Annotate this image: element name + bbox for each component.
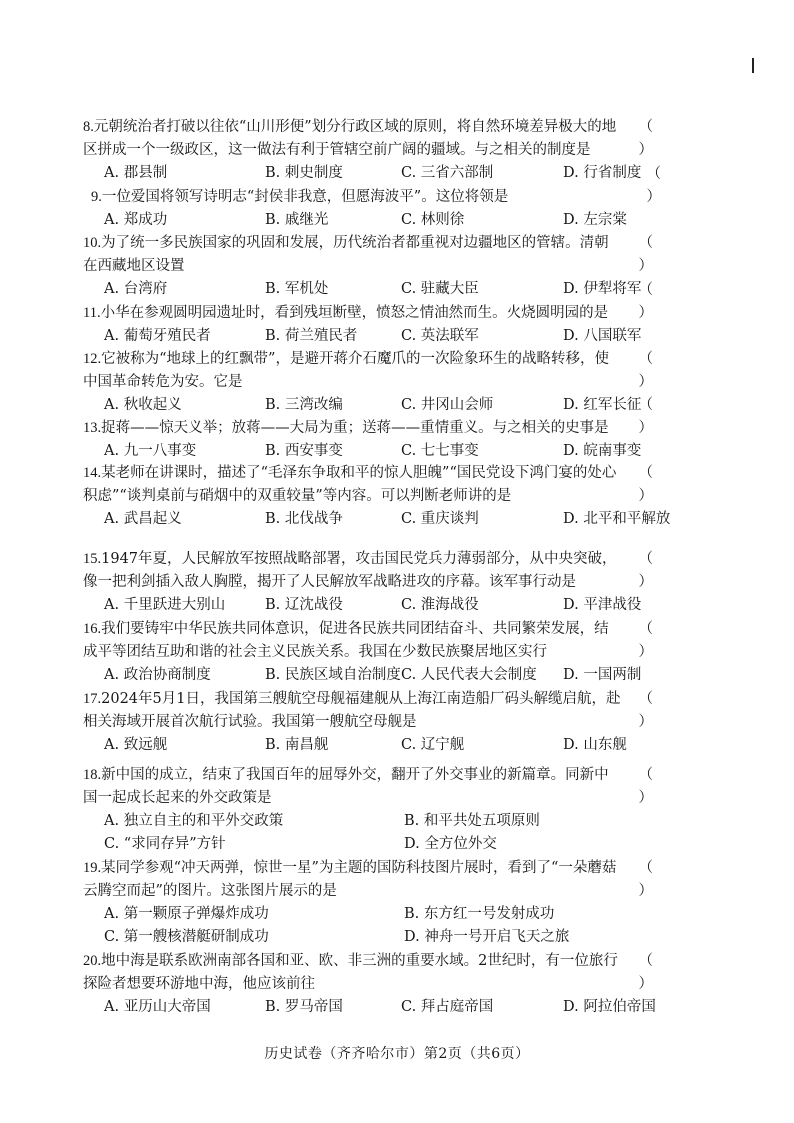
options-row (83, 162, 663, 185)
option-a: A. 致远舰 (104, 737, 168, 753)
answer-bracket: （ ） (638, 235, 663, 274)
answer-bracket: （ ） (638, 119, 663, 158)
option-a: A. 九一八事变 (104, 443, 197, 459)
question-number: 16. (83, 621, 102, 637)
option-b: B. 西安事变 (265, 443, 343, 459)
options-row (83, 278, 663, 301)
option-a: A. 郡县制 (104, 165, 168, 181)
option-d: D. 神舟一号开启飞天之旅 (404, 929, 570, 945)
option-d: D. 北平和平解放 (563, 511, 671, 527)
options-row (83, 996, 663, 1019)
question-text: 某同学参观“冲天两弹，惊世一星”为主题的国防科技图片展时，看到了“一朵蘑菇云腾空而起”的图片。这张图片展示的是 (83, 860, 617, 899)
option-b: B. 三湾改编 (265, 397, 343, 413)
question-18 (83, 764, 663, 856)
option-d: D. 皖南事变 (563, 443, 642, 459)
question-number: 15. (83, 551, 102, 567)
option-a: A. 武昌起义 (104, 511, 182, 527)
option-c: C. 第一艘核潜艇研制成功 (104, 929, 269, 945)
question-17 (83, 688, 663, 757)
option-d: D. 八国联军 (563, 328, 642, 344)
option-a: A. 政治协商制度 (104, 667, 211, 683)
answer-bracket: （ ） (638, 691, 663, 730)
question-text: 一位爱国将领写诗明志“封侯非我意，但愿海波平”。这位将领是 (101, 189, 509, 205)
question-15 (83, 548, 663, 617)
question-stem (83, 116, 663, 162)
question-text: 新中国的成立，结束了我国百年的屈辱外交，翻开了外交事业的新篇章。同新中国一起成长起来的外交政策是 (83, 767, 609, 806)
options-row (83, 394, 663, 417)
option-d: D. 一国两制 (563, 667, 642, 683)
question-number: 9. (91, 189, 102, 205)
question-20 (83, 950, 663, 1019)
options-row (83, 440, 663, 463)
option-c: C. 淮海战役 (401, 597, 479, 613)
option-d: D. 阿拉伯帝国 (563, 999, 656, 1015)
question-text: 1947年夏，人民解放军按照战略部署，攻击国民党兵力薄弱部分，从中央突破，像一把利剑插入敌人胸膛，揭开了人民解放军战略进攻的序幕。该军事行动是 (83, 551, 617, 590)
question-text: 我们要铸牢中华民族共同体意识，促进各民族共同团结奋斗、共同繁荣发展，结成平等团结互助和谐的社会主义民族关系。我国在少数民族聚居地区实行 (83, 621, 609, 660)
option-a: A. 郑成功 (104, 212, 168, 228)
option-d: D. 行省制度 (563, 165, 642, 181)
question-stem (83, 950, 663, 996)
answer-bracket: （ ） (638, 351, 663, 390)
options-row (83, 664, 663, 687)
question-number: 8. (83, 119, 94, 135)
question-number: 19. (83, 860, 102, 876)
option-c: C. 英法联军 (401, 328, 479, 344)
option-c: C. 三省六部制 (401, 165, 494, 181)
option-b: B. 罗马帝国 (265, 999, 343, 1015)
option-d: D. 全方位外交 (404, 836, 497, 852)
options-row (83, 325, 663, 348)
question-number: 18. (83, 767, 102, 783)
question-stem (83, 618, 663, 664)
question-number: 14. (83, 465, 102, 481)
question-text: 元朝统治者打破以往依“山川形便”划分行政区域的原则，将自然环境差异极大的地区拼成一个一级政区，这一做法有利于管辖空前广阔的疆域。与之相关的制度是 (83, 119, 617, 158)
options-row (83, 734, 663, 757)
option-d: D. 红军长征 (563, 397, 642, 413)
option-d: D. 左宗棠 (563, 212, 627, 228)
answer-bracket: （ ） (646, 166, 671, 205)
option-a: A. 第一颗原子弹爆炸成功 (104, 906, 269, 922)
option-b: B. 北伐战争 (265, 511, 343, 527)
option-c: C. 拜占庭帝国 (401, 999, 494, 1015)
page-footer: 历史试卷（齐齐哈尔市）第2页（共6页） (264, 1046, 530, 1062)
question-8 (83, 116, 663, 185)
question-number: 11. (83, 305, 101, 321)
option-c: C. 重庆谈判 (401, 511, 479, 527)
option-b: B. 戚继光 (265, 212, 329, 228)
option-a: A. 独立自主的和平外交政策 (104, 813, 284, 829)
option-c: C. 辽宁舰 (401, 737, 465, 753)
options-row (83, 508, 671, 531)
answer-bracket: （ ） (638, 860, 663, 899)
question-14 (83, 462, 671, 531)
option-b: B. 辽沈战役 (265, 597, 343, 613)
page-edge-mark (752, 58, 754, 73)
question-text: 它被称为“地球上的红飘带”，是避开蒋介石魔爪的一次险象环生的战略转移，使中国革命转危为安。它是 (83, 351, 609, 390)
option-a: A. 千里跃进大别山 (104, 597, 226, 613)
option-b: B. 荷兰殖民者 (265, 328, 358, 344)
question-19 (83, 857, 663, 949)
question-12 (83, 348, 663, 417)
answer-bracket: （ ） (638, 767, 663, 806)
option-d: D. 伊犁将军 (563, 281, 642, 297)
question-stem (83, 548, 663, 594)
question-text: 某老师在讲课时，描述了“毛泽东争取和平的惊人胆魄”“国民党设下鸿门宴的处心积虑”“谈判桌前与硝烟中的双重较量”等内容。可以判断老师讲的是 (83, 465, 617, 504)
option-a: A. 秋收起义 (104, 397, 182, 413)
question-text: 捉蒋——惊天义举；放蒋——大局为重；送蒋——重情重义。与之相关的史事是 (101, 420, 609, 436)
options-row (91, 209, 671, 232)
option-c: C. 林则徐 (401, 212, 465, 228)
question-stem (83, 857, 663, 903)
option-d: D. 山东舰 (563, 737, 627, 753)
question-number: 20. (83, 953, 102, 969)
question-number: 12. (83, 351, 102, 367)
option-c: C. “求同存异”方针 (104, 836, 226, 852)
option-c: C. 七七事变 (401, 443, 479, 459)
option-c: C. 驻藏大臣 (401, 281, 479, 297)
option-b: B. 刺史制度 (265, 165, 343, 181)
question-text: 地中海是联系欧洲南部各国和亚、欧、非三洲的重要水域。2世纪时，有一位旅行探险者想要环游地中海，他应该前往 (83, 953, 618, 992)
question-text: 为了统一多民族国家的巩固和发展，历代统治者都重视对边疆地区的管辖。清朝在西藏地区设置 (83, 235, 609, 274)
question-10 (83, 232, 663, 301)
option-a: A. 葡萄牙殖民者 (104, 328, 211, 344)
options-row (83, 903, 663, 949)
option-a: A. 亚历山大帝国 (104, 999, 211, 1015)
answer-bracket: （ ） (638, 282, 663, 321)
question-stem (83, 232, 663, 278)
option-d: D. 平津战役 (563, 597, 642, 613)
answer-bracket: （ ） (638, 551, 663, 590)
option-b: B. 军机处 (265, 281, 329, 297)
option-b: B. 南昌舰 (265, 737, 329, 753)
option-c: C. 人民代表大会制度 (401, 667, 537, 683)
question-number: 17. (83, 691, 102, 707)
question-stem (83, 462, 663, 508)
answer-bracket: （ ） (638, 397, 663, 436)
options-row (83, 594, 663, 617)
question-number: 10. (83, 235, 102, 251)
question-16 (83, 618, 663, 687)
answer-bracket: （ ） (638, 621, 663, 660)
option-b: B. 和平共处五项原则 (404, 813, 540, 829)
question-text: 2024年5月1日，我国第三艘航空母舰福建舰从上海江南造船厂码头解缆启航，赴相关海域开展首次航行试验。我国第一艘航空母舰是 (83, 691, 621, 730)
question-stem (83, 764, 663, 810)
option-a: A. 台湾府 (104, 281, 168, 297)
question-stem (83, 688, 663, 734)
answer-bracket: （ ） (638, 465, 663, 504)
option-b: B. 民族区域自治制度 (265, 667, 401, 683)
question-number: 13. (83, 420, 102, 436)
question-text: 小华在参观圆明园遗址时，看到残垣断壁，愤怒之情油然而生。火烧圆明园的是 (100, 305, 609, 321)
options-row (83, 810, 663, 856)
question-stem (83, 348, 663, 394)
option-c: C. 井冈山会师 (401, 397, 494, 413)
option-b: B. 东方红一号发射成功 (404, 906, 555, 922)
answer-bracket: （ ） (638, 953, 663, 992)
